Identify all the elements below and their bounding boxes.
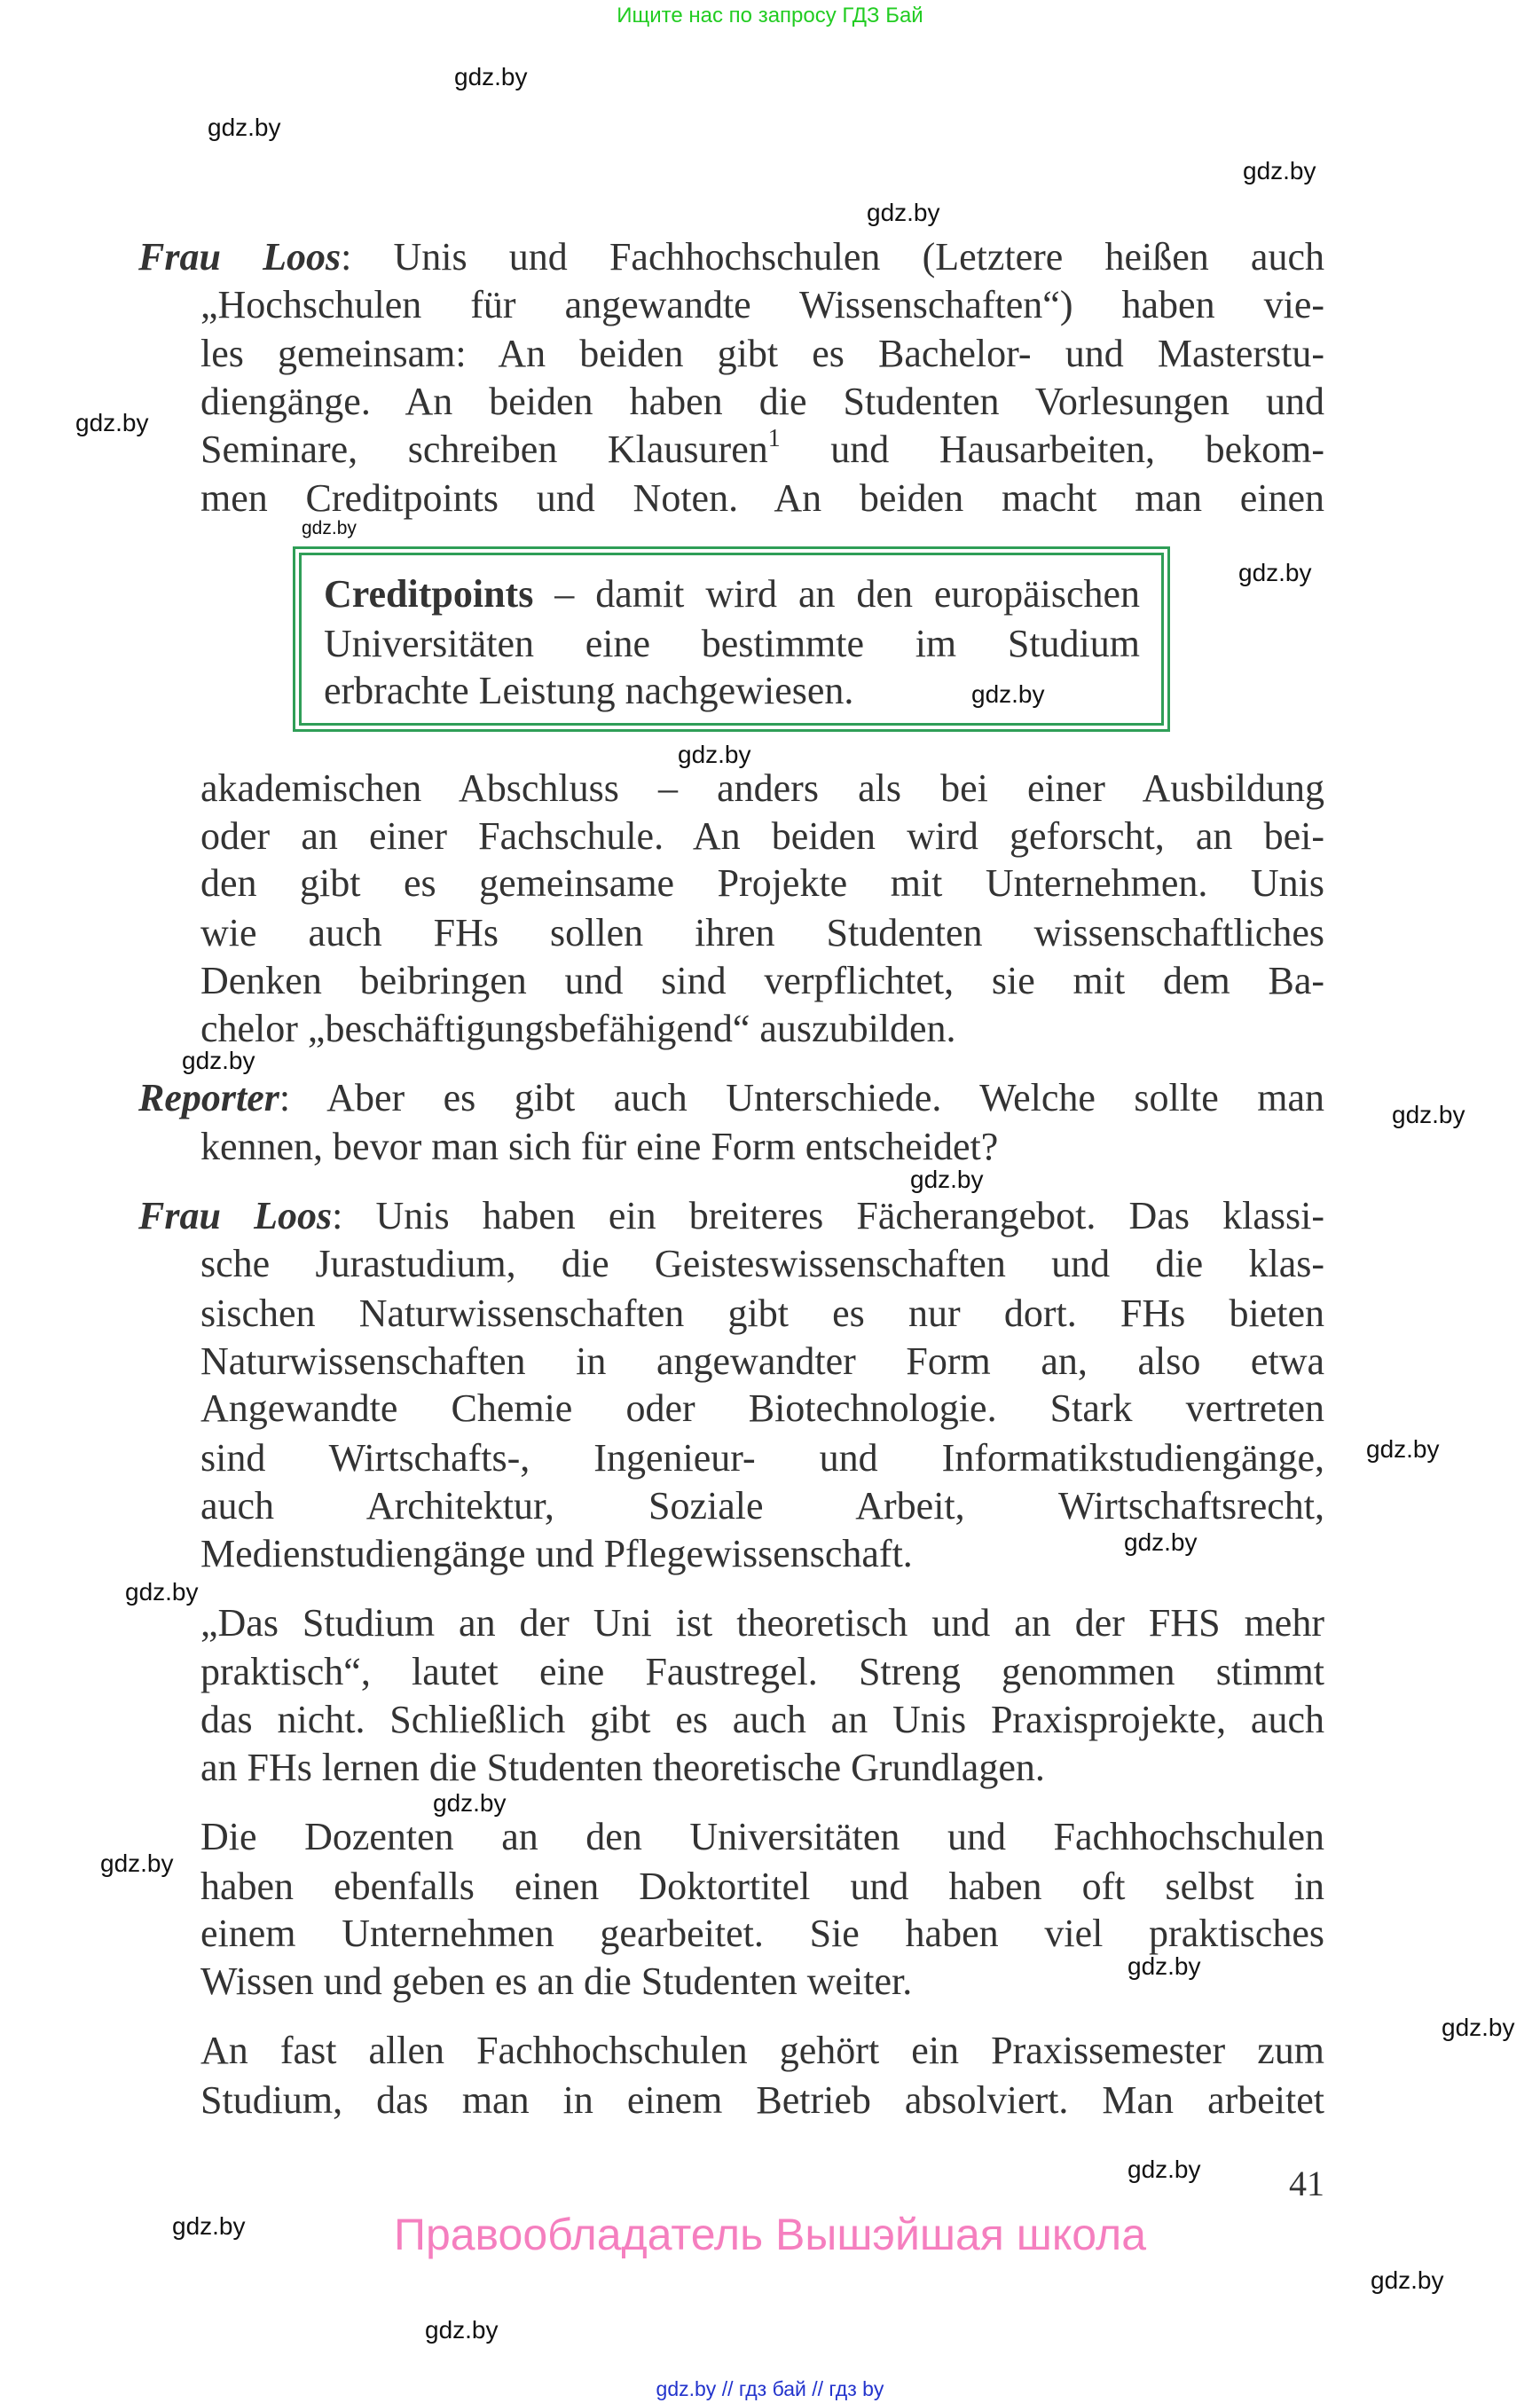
text-line: men Creditpoints und Noten. An beiden macht man einen [200,476,1324,520]
dialogue-line [138,1074,1324,1122]
text-line: Angewandte Chemie oder Biotechnologie. Stark vertreten [200,1386,1324,1430]
dialogue-line [138,1192,1324,1240]
definition-line [324,570,1140,618]
text-line: „Hochschulen für angewandte Wissenschaften“) haben vie- [200,283,1324,326]
watermark: gdz.by [971,680,1045,708]
text-line: diengänge. An beiden haben die Studenten Vorlesungen und [200,380,1324,423]
text-line: Die Dozenten an den Universitäten und Fachhochschulen [200,1815,1324,1858]
speaker-name: Reporter [138,1076,279,1119]
watermark: gdz.by [433,1789,507,1817]
footnote-marker: 1 [767,426,781,452]
watermark: gdz.by [125,1578,199,1606]
text-line: les gemeinsam: An beiden gibt es Bachelor- und Masterstu- [200,332,1324,375]
speaker-name: Frau Loos [138,1194,333,1237]
watermark: gdz.by [75,409,149,436]
text-line: Naturwissenschaften in angewandter Form an, also etwa [200,1339,1324,1383]
text-line: sche Jurastudium, die Geisteswissenschaften und die klas- [200,1242,1324,1285]
line-text: und Hausarbeiten, bekom- [780,428,1324,471]
watermark: gdz.by [1128,1952,1201,1980]
watermark: gdz.by [1392,1101,1465,1128]
watermark: gdz.by [678,741,751,768]
copyright-notice: Правообладатель Вышэйшая школа [394,2210,1146,2259]
text-line: den gibt es gemeinsame Projekte mit Unternehmen. Unis [200,861,1324,905]
watermark: gdz.by [100,1849,174,1877]
text-line: das nicht. Schließlich gibt es auch an Unis Praxisprojekte, auch [200,1698,1324,1741]
line-text: : Unis haben ein breiteres Fächerangebot. Das klassi- [332,1194,1324,1237]
line-text: : Unis und Fachhochschulen (Letztere heißen auch [341,235,1324,279]
watermark: gdz.by [910,1166,984,1193]
text-line: wie auch FHs sollen ihren Studenten wissenschaftliches [200,911,1324,954]
text-line [200,426,1324,474]
text-line: sischen Naturwissenschaften gibt es nur dort. FHs bieten [200,1292,1324,1335]
watermark: gdz.by [172,2212,246,2240]
page-number: 41 [1289,2163,1324,2203]
watermark: gdz.by [1128,2156,1201,2183]
text-line: einem Unternehmen gearbeitet. Sie haben viel praktisches [200,1912,1324,1955]
watermark: gdz.by [1124,1528,1198,1556]
text-line: Medienstudiengänge und Pflegewissenschaft. [200,1532,913,1575]
text-line: Denken beibringen und sind verpflichtet, sie mit dem Ba- [200,959,1324,1002]
watermark: gdz.by [1371,2266,1444,2294]
watermark: gdz.by [1238,559,1312,586]
text-line: akademischen Abschluss – anders als bei einer Ausbildung [200,766,1324,810]
text-line: „Das Studium an der Uni ist theoretisch und an der FHS mehr [200,1601,1324,1645]
watermark: gdz.by [302,518,357,538]
definition-line: erbrachte Leistung nachgewiesen. [324,669,854,712]
watermark: gdz.by [867,199,940,226]
text-line: haben ebenfalls einen Doktortitel und haben oft selbst in [200,1865,1324,1908]
text-line: Wissen und geben es an die Studenten weiter. [200,1959,913,2003]
watermark: gdz.by [454,63,528,90]
watermark: gdz.by [1243,157,1316,185]
text-line: an FHs lernen die Studenten theoretische Grundlagen. [200,1746,1045,1789]
dialogue-line [138,233,1324,281]
text-line: Studium, das man in einem Betrieb absolviert. Man arbeitet [200,2078,1324,2122]
line-text: : Aber es gibt auch Unterschiede. Welche sollte man [279,1076,1324,1119]
text-line: An fast allen Fachhochschulen gehört ein Praxissemester zum [200,2029,1324,2072]
search-banner: Ищите нас по запросу ГДЗ Бай [617,4,923,27]
speaker-name: Frau Loos [138,235,342,279]
line-text: Seminare, schreiben Klausuren [200,428,768,471]
watermark: gdz.by [425,2316,499,2344]
watermark: gdz.by [1442,2014,1515,2041]
text-line: chelor „beschäftigungsbefähigend“ auszubilden. [200,1007,956,1050]
watermark: gdz.by [182,1047,255,1074]
text-line: praktisch“, lautet eine Faustregel. Streng genommen stimmt [200,1650,1324,1693]
line-text: – damit wird an den europäischen [533,572,1140,616]
text-line: sind Wirtschafts-, Ingenieur- und Informatikstudiengänge, [200,1436,1324,1480]
text-line: auch Architektur, Soziale Arbeit, Wirtschaftsrecht, [200,1484,1324,1527]
definition-term: Creditpoints [324,572,534,616]
definition-line: Universitäten eine bestimmte im Studium [324,622,1140,665]
text-line: kennen, bevor man sich für eine Form entscheidet? [200,1125,999,1168]
watermark: gdz.by [1366,1435,1440,1463]
watermark: gdz.by [208,114,281,141]
text-line: oder an einer Fachschule. An beiden wird geforscht, an bei- [200,814,1324,858]
footer-links[interactable]: gdz.by // гдз бай // гдз by [656,2377,884,2400]
